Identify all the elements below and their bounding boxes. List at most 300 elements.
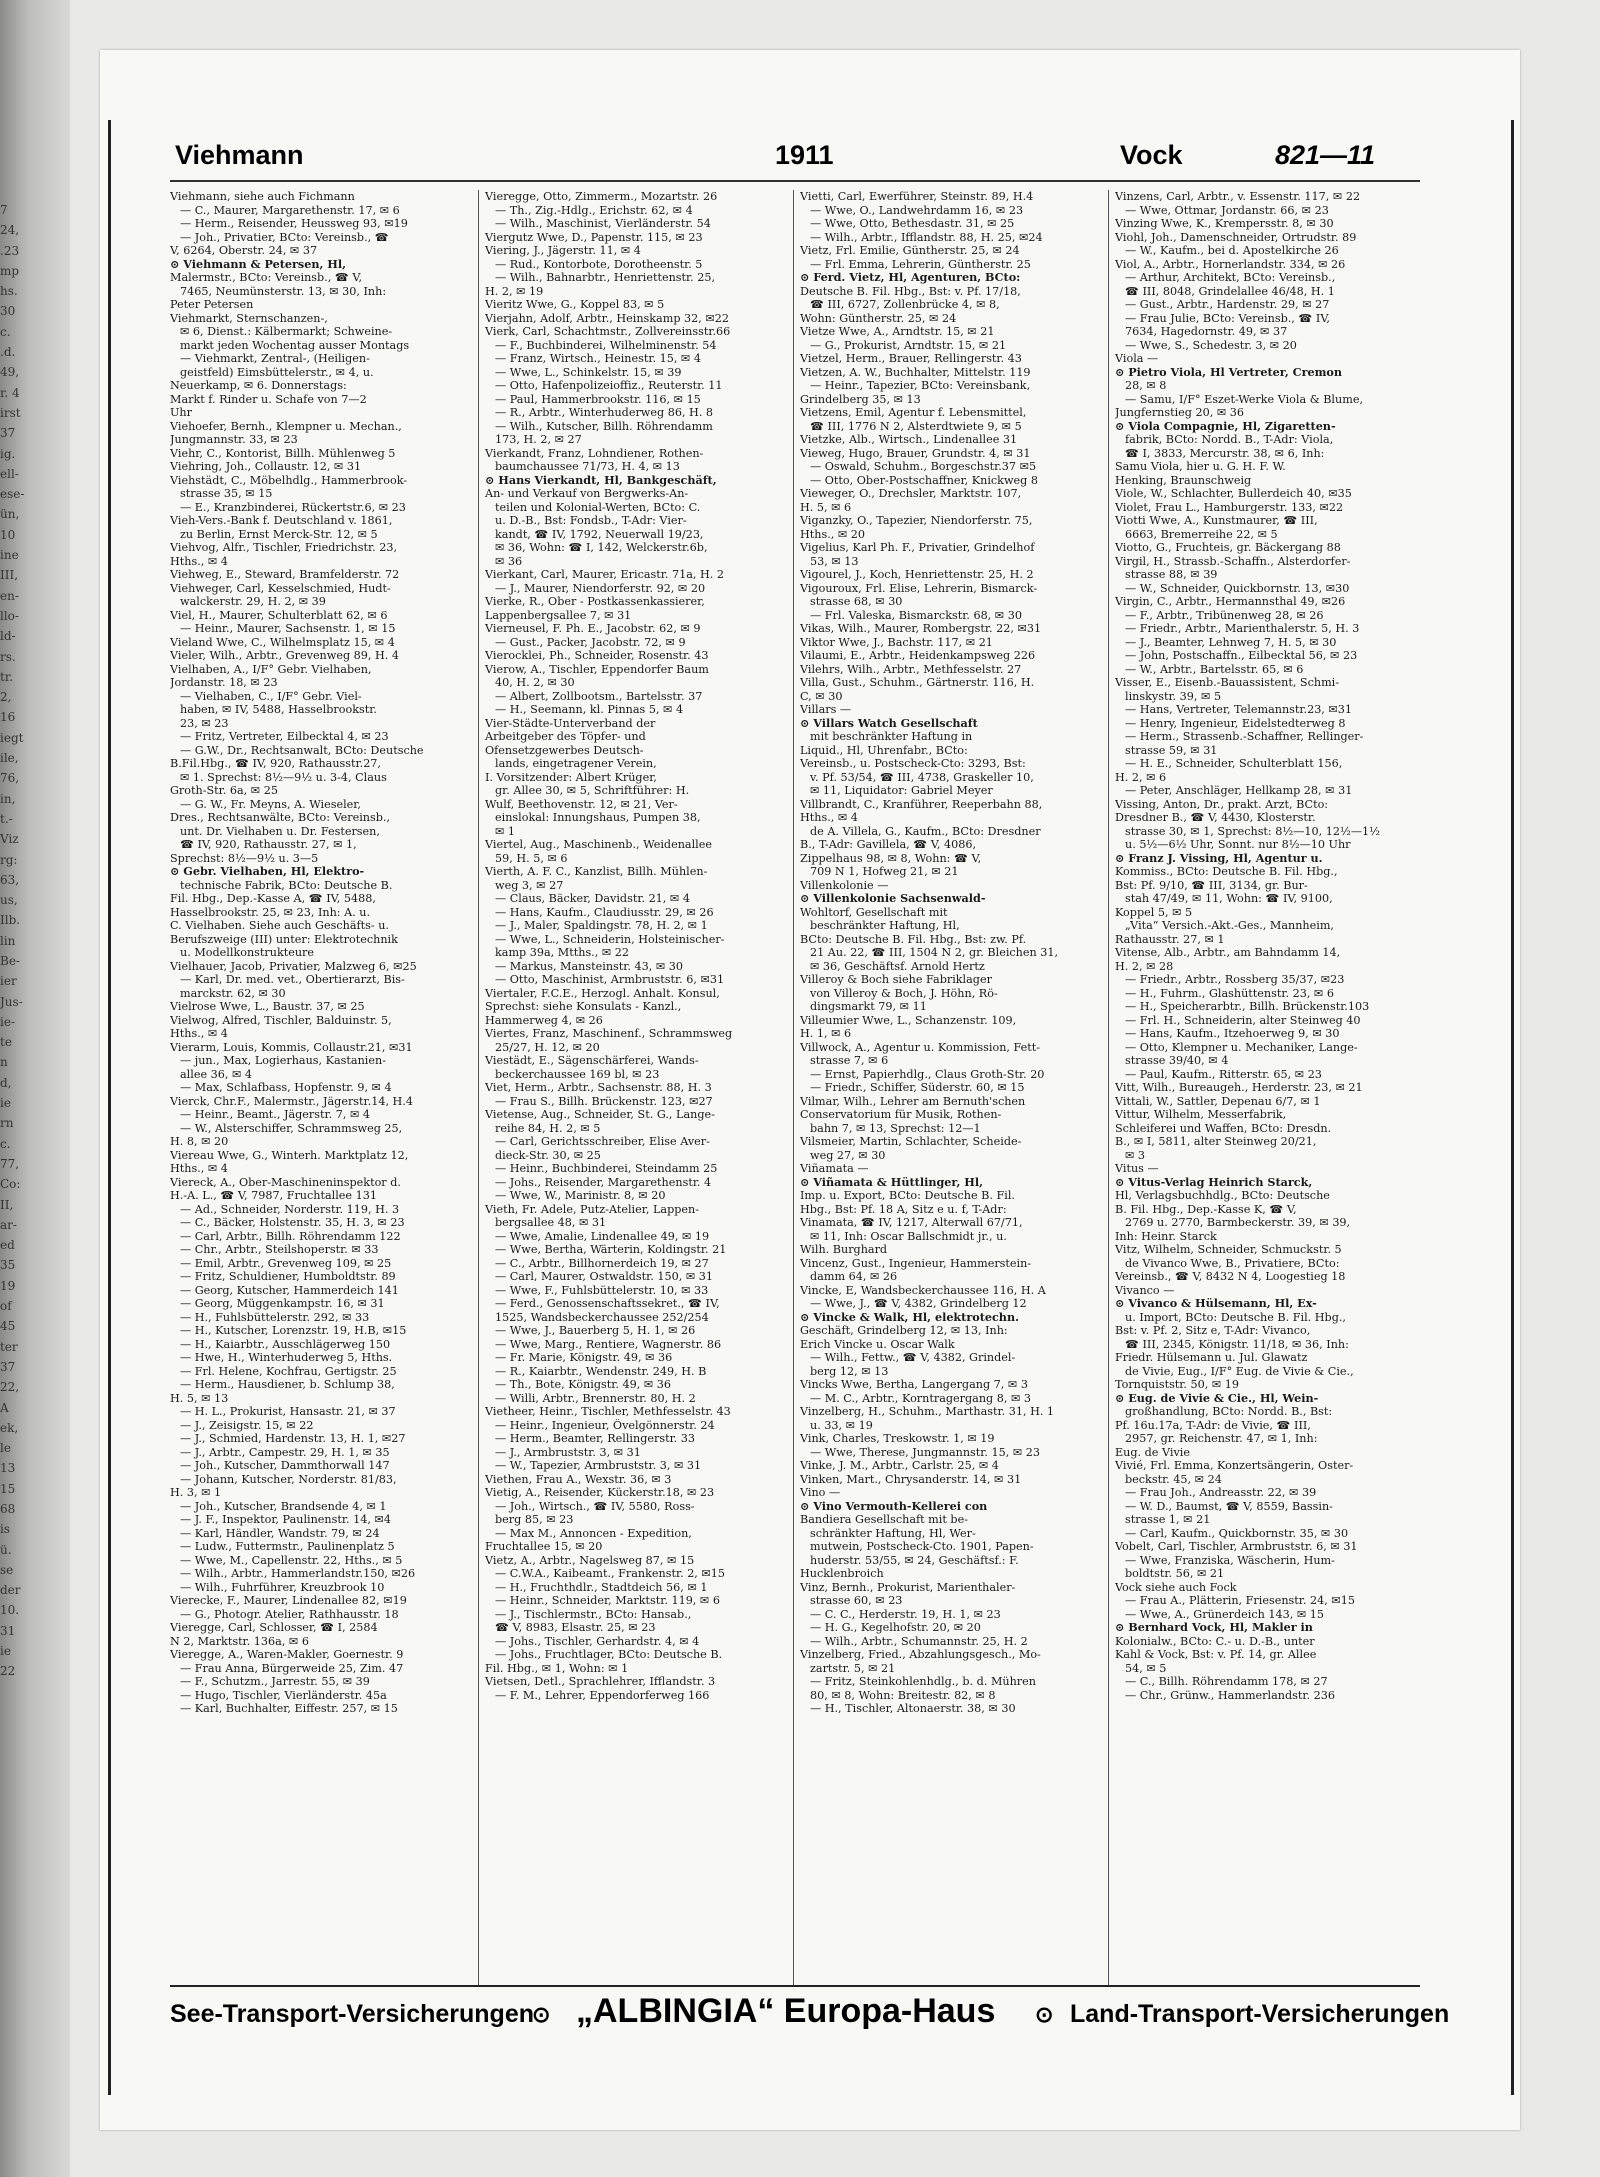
directory-line: Viohl, Joh., Damenschneider, Ortrudstr. 89 — [1115, 230, 1357, 244]
directory-line: H. 5, ✉ 13 — [170, 1391, 229, 1405]
directory-line: — Wwe, J., Bauerberg 5, H. 1, ✉ 26 — [495, 1324, 696, 1337]
facing-page-fragment: 35 — [0, 1258, 16, 1273]
directory-line: Vietz, A., Arbtr., Nagelsweg 87, ✉ 15 — [485, 1553, 695, 1567]
directory-line: Hucklenbroich — [800, 1567, 884, 1580]
directory-line: — Arthur, Architekt, BCto: Vereinsb., — [1125, 271, 1336, 284]
directory-line: Visser, E., Eisenb.-Bauassistent, Schmi- — [1115, 676, 1340, 689]
directory-line: — Heinr., Tapezier, BCto: Vereinsbank, — [810, 379, 1031, 392]
directory-line: — Wwe, A., Grünerdeich 143, ✉ 15 — [1125, 1607, 1324, 1621]
directory-line: Wilh. Burghard — [800, 1243, 888, 1256]
page-header — [70, 140, 1430, 180]
directory-line: Vierow, A., Tischler, Eppendorfer Baum — [485, 662, 709, 676]
facing-page-fragment: ie- — [0, 1014, 15, 1029]
directory-line: Viol, A., Arbtr., Hornerlandstr. 334, ✉ 26 — [1115, 257, 1346, 271]
directory-line: u. D.-B., Bst: Fondsb., T-Adr: Vier- — [495, 514, 687, 527]
directory-line: — Ludw., Futtermstr., Paulinenplatz 5 — [180, 1540, 395, 1553]
directory-line: ☎ I, 3833, Mercurstr. 38, ✉ 6, Inh: — [1125, 446, 1325, 460]
directory-line: Vivanco — — [1115, 1283, 1175, 1297]
directory-line: — J., Arbtr., Campestr. 29, H. 1, ✉ 35 — [180, 1445, 390, 1459]
directory-line: — Wilh., Bahnarbtr., Henriettenstr. 25, — [495, 271, 716, 284]
facing-page-fragment: t.- — [0, 811, 13, 826]
directory-line: — Hans, Vertreter, Telemannstr.23, ✉31 — [1125, 703, 1353, 716]
facing-page-fragment: ld- — [0, 629, 16, 644]
facing-page-fragment: llo- — [0, 608, 19, 623]
directory-line: Vissing, Anton, Dr., prakt. Arzt, BCto: — [1115, 797, 1329, 811]
directory-line: — Wwe, Amalie, Lindenallee 49, ✉ 19 — [495, 1229, 710, 1243]
directory-line: Viganzky, O., Tapezier, Niendorferstr. 75, — [800, 514, 1033, 527]
directory-line: — Frl. Helene, Kochfrau, Gertigstr. 25 — [180, 1364, 397, 1378]
directory-line: Koppel 5, ✉ 5 — [1115, 905, 1193, 919]
directory-line: Vietzke, Alb., Wirtsch., Lindenallee 31 — [800, 433, 1018, 446]
column-2 — [485, 190, 785, 1985]
directory-line: u. 5½—6½ Uhr, Sonnt. nur 8½—10 Uhr — [1125, 838, 1351, 851]
directory-line: — Joh., Wirtsch., ☎ IV, 5580, Ross- — [495, 1499, 695, 1513]
facing-page-fragment: ü. — [0, 1542, 12, 1557]
facing-page-fragment: rn — [0, 1116, 14, 1131]
directory-line: Peter Petersen — [170, 298, 254, 311]
directory-line: — Otto, Ober-Postschaffner, Knickweg 8 — [810, 473, 1038, 487]
advertisement-footer — [170, 1992, 1450, 2040]
facing-page-fragment: 49, — [0, 365, 20, 380]
directory-line: ☎ III, 2345, Königstr. 11/18, ✉ 36, Inh: — [1125, 1337, 1349, 1351]
directory-line: großhandlung, BCto: Nordd. B., Bst: — [1125, 1405, 1333, 1418]
directory-line: strasse 68, ✉ 30 — [810, 595, 903, 608]
facing-page-fragment: 22 — [0, 1664, 16, 1679]
facing-page-fragment: ed — [0, 1238, 15, 1253]
directory-line: — Gust., Arbtr., Hardenstr. 29, ✉ 27 — [1125, 298, 1330, 311]
directory-line: Vieland Wwe, C., Wilhelmsplatz 15, ✉ 4 — [170, 635, 395, 649]
directory-line: — Wwe, S., Schedestr. 3, ✉ 20 — [1125, 338, 1297, 352]
directory-line: strasse 60, ✉ 23 — [810, 1594, 903, 1607]
directory-line: Villars — — [800, 703, 852, 716]
directory-line: Wohn: Güntherstr. 25, ✉ 24 — [800, 311, 957, 325]
directory-line: Kolonialw., BCto: C.- u. D.-B., unter — [1115, 1634, 1315, 1648]
directory-line: Sprechst: 8½—9½ u. 3—5 — [170, 851, 319, 865]
directory-line: Vierth, A. F. C., Kanzlist, Billh. Mühlen- — [485, 865, 708, 878]
directory-line: Pf. 16u.17a, T-Adr: de Vivie, ☎ III, — [1115, 1418, 1311, 1432]
directory-line: — G., Prokurist, Arndtstr. 15, ✉ 21 — [810, 338, 1007, 352]
directory-line: — H., Kutscher, Lorenzstr. 19, H.B, ✉15 — [180, 1324, 407, 1337]
facing-page-fragment: n — [0, 1055, 8, 1070]
directory-line: Viergutz Wwe, D., Papenstr. 115, ✉ 23 — [485, 230, 703, 244]
directory-line: geistfeld) Eimsbüttelerstr., ✉ 4, u. — [180, 365, 374, 379]
directory-line: — Karl, Dr. med. vet., Obertierarzt, Bis- — [180, 973, 405, 986]
directory-line: 6663, Bremerreihe 22, ✉ 5 — [1125, 527, 1278, 541]
facing-page-fragment: ier — [0, 974, 17, 989]
directory-line: ✉ 11, Inh: Oscar Ballschmidt jr., u. — [810, 1229, 1007, 1243]
directory-line: Vilsmeier, Martin, Schlachter, Scheide- — [800, 1135, 1022, 1148]
directory-line: — Albert, Zollbootsm., Bartelsstr. 37 — [495, 689, 703, 703]
directory-line: ✉ 3 — [1125, 1148, 1146, 1162]
directory-line: Vilaumi, E., Arbtr., Heidenkampsweg 226 — [800, 649, 1036, 662]
facing-page-fragment: 31 — [0, 1623, 16, 1638]
directory-line: Fruchtallee 15, ✉ 20 — [485, 1540, 603, 1553]
directory-line: weg 3, ✉ 27 — [495, 878, 564, 892]
directory-line: Vietti, Carl, Ewerführer, Steinstr. 89, H.4 — [800, 190, 1034, 203]
directory-line: — Wwe, Otto, Bethesdastr. 31, ✉ 25 — [810, 217, 1015, 230]
directory-line: Samu Viola, hier u. G. H. F. W. — [1115, 460, 1286, 473]
directory-line: ☎ III, 8048, Grindelallee 46/48, H. 1 — [1125, 284, 1335, 298]
directory-line: — Wwe, Ottmar, Jordanstr. 66, ✉ 23 — [1125, 203, 1329, 217]
directory-line: BCto: Deutsche B. Fil. Hbg., Bst: zw. Pf. — [800, 932, 1027, 946]
directory-line: — Wwe, M., Capellenstr. 22, Hths., ✉ 5 — [180, 1553, 403, 1567]
facing-page-fragment: c. — [0, 1136, 11, 1151]
directory-line: — Gust., Packer, Jacobstr. 72, ✉ 9 — [495, 635, 686, 649]
directory-line: beckerchaussee 169 bl, ✉ 23 — [495, 1067, 660, 1081]
directory-line: Jordanstr. 18, ✉ 23 — [170, 676, 278, 689]
directory-line: ⊙ Vino Vermouth-Kellerei con — [800, 1499, 988, 1513]
facing-page-fragment: Jus- — [0, 994, 23, 1009]
directory-line: Kahl & Vock, Bst: v. Pf. 14, gr. Allee — [1115, 1648, 1317, 1661]
directory-line: — W., Tapezier, Armbruststr. 3, ✉ 31 — [495, 1459, 702, 1472]
facing-page-fragment: ter — [0, 1339, 18, 1354]
directory-line: Imp. u. Export, BCto: Deutsche B. Fil. — [800, 1189, 1015, 1202]
directory-line: ✉ 36 — [495, 554, 523, 568]
directory-line: H. 1, ✉ 6 — [800, 1027, 852, 1040]
directory-line: Villeumier Wwe, L., Schanzenstr. 109, — [800, 1013, 1017, 1027]
directory-line: Neuerkamp, ✉ 6. Donnerstags: — [170, 379, 347, 392]
directory-line: — Carl, Arbtr., Billh. Röhrendamm 122 — [180, 1229, 401, 1243]
directory-line: — H., Fuhlsbüttelerstr. 292, ✉ 33 — [180, 1310, 370, 1324]
directory-line: haben, ✉ IV, 5488, Hasselbrookstr. — [180, 703, 377, 716]
directory-line: boldtstr. 56, ✉ 21 — [1125, 1567, 1225, 1580]
directory-line: ⊙ Viehmann & Petersen, Hl, — [170, 257, 346, 271]
directory-line: Vietheer, Heinr., Tischler, Methfesselstr. 43 — [485, 1405, 731, 1418]
directory-columns — [170, 190, 1420, 1985]
directory-line: Vilmar, Wilh., Lehrer am Bernuth'schen — [800, 1094, 1026, 1108]
directory-line: Vinz, Bernh., Prokurist, Marienthaler- — [800, 1580, 1016, 1594]
directory-line: — Wwe, Marg., Rentiere, Wagnerstr. 86 — [495, 1337, 722, 1351]
directory-line: Vietzens, Emil, Agentur f. Lebensmittel, — [800, 406, 1027, 419]
directory-line: — Emil, Arbtr., Grevenweg 109, ✉ 25 — [180, 1256, 392, 1270]
facing-page-fragment: 10. — [0, 1603, 20, 1618]
directory-line: Vinzelberg, Fried., Abzahlungsgesch., Mo- — [800, 1648, 1041, 1661]
column-3 — [800, 190, 1100, 1985]
directory-line: Viestädt, E., Sägenschärferei, Wands- — [485, 1054, 699, 1067]
directory-line: — Fritz, Vertreter, Eilbecktal 4, ✉ 23 — [180, 730, 389, 743]
directory-line: ⊙ Pietro Viola, Hl Vertreter, Cremon — [1115, 365, 1343, 379]
facing-page-edge-text — [0, 200, 28, 2060]
directory-line: ☎ III, 6727, Zollenbrücke 4, ✉ 8, — [810, 298, 1000, 311]
directory-line: 709 N 1, Hofweg 21, ✉ 21 — [810, 865, 959, 878]
directory-line: — Heinr., Schneider, Marktstr. 119, ✉ 6 — [495, 1594, 720, 1607]
directory-line: Viertel, Aug., Maschinenb., Weidenallee — [485, 838, 712, 851]
directory-line: Vierk, Carl, Schachtmstr., Zollvereinsstr.66 — [485, 325, 731, 338]
directory-line: Villbrandt, C., Kranführer, Reeperbahn 88, — [800, 797, 1043, 811]
directory-line: Vinken, Mart., Chrysanderstr. 14, ✉ 31 — [800, 1472, 1022, 1486]
directory-line: Viereck, A., Ober-Maschineninspektor d. — [170, 1175, 401, 1189]
footer-left-text: See-Transport-Versicherungen — [170, 2000, 535, 2028]
directory-line: — Max, Schlafbass, Hopfenstr. 9, ✉ 4 — [180, 1081, 392, 1094]
directory-line: — Carl, Gerichtsschreiber, Elise Aver- — [495, 1135, 710, 1148]
directory-line: — F. M., Lehrer, Eppendorferweg 166 — [495, 1688, 710, 1702]
directory-line: C. Vielhaben. Siehe auch Geschäfts- u. — [170, 919, 389, 932]
directory-line: Vino — — [800, 1486, 841, 1499]
facing-page-fragment: r. 4 — [0, 385, 20, 400]
directory-line: Viering, J., Jägerstr. 11, ✉ 4 — [485, 244, 641, 257]
directory-line: Berufszweige (III) unter: Elektrotechnik — [170, 932, 398, 946]
directory-line: Vittur, Wilhelm, Messerfabrik, — [1115, 1108, 1287, 1121]
directory-line: Vock siehe auch Fock — [1115, 1580, 1237, 1594]
facing-page-fragment: 13 — [0, 1461, 16, 1476]
directory-line: dingsmarkt 79, ✉ 11 — [810, 1000, 927, 1013]
directory-line: C, ✉ 30 — [800, 689, 843, 703]
directory-line: Viotti Wwe, A., Kunstmaurer, ☎ III, — [1115, 514, 1318, 527]
directory-line: Viertes, Franz, Maschinenf., Schrammsweg — [485, 1027, 733, 1040]
directory-line: Vieweger, O., Drechsler, Marktstr. 107, — [800, 487, 1022, 500]
directory-line: Jungmannstr. 33, ✉ 23 — [170, 433, 298, 446]
directory-line: — Wwe, L., Schinkelstr. 15, ✉ 39 — [495, 365, 682, 379]
directory-line: 80, ✉ 8, Wohn: Breitestr. 82, ✉ 8 — [810, 1688, 996, 1702]
directory-line: strasse 88, ✉ 39 — [1125, 568, 1218, 581]
directory-line: — Frau S., Billh. Brückenstr. 123, ✉27 — [495, 1094, 713, 1108]
facing-page-fragment: 15 — [0, 1481, 16, 1496]
directory-line: — Georg, Kutscher, Hammerdeich 141 — [180, 1283, 399, 1297]
directory-line: Viehweg, E., Steward, Bramfelderstr. 72 — [170, 568, 400, 581]
directory-line: Vieweg, Hugo, Brauer, Grundstr. 4, ✉ 31 — [800, 446, 1031, 460]
directory-line: — Otto, Maschinist, Armbruststr. 6, ✉31 — [495, 973, 725, 986]
directory-line: Villenkolonie — — [800, 878, 889, 892]
facing-page-fragment: ine — [0, 548, 19, 563]
facing-page-fragment: 68 — [0, 1502, 16, 1516]
directory-line: — Max M., Annoncen - Expedition, — [495, 1526, 692, 1540]
directory-line: Vierke, R., Ober - Postkassenkassierer, — [485, 595, 705, 608]
directory-line: — Heinr., Buchbinderei, Steindamm 25 — [495, 1162, 718, 1175]
directory-line: Hl, Verlagsbuchhdlg., BCto: Deutsche — [1115, 1189, 1330, 1202]
directory-line: Wohltorf, Gesellschaft mit — [800, 905, 948, 919]
directory-line: Viehr, C., Kontorist, Billh. Mühlenweg 5 — [170, 446, 396, 460]
directory-line: kamp 39a, Mtths., ✉ 22 — [495, 946, 630, 959]
directory-line: — Johs., Reisender, Margarethenstr. 4 — [495, 1175, 712, 1189]
directory-line: Hths., ✉ 4 — [170, 1027, 228, 1040]
directory-line: — Ernst, Papierhdlg., Claus Groth-Str. 20 — [810, 1067, 1045, 1081]
directory-line: Vittali, W., Sattler, Depenau 6/7, ✉ 1 — [1115, 1094, 1321, 1108]
directory-line: markt jeden Wochentag ausser Montags — [180, 338, 410, 352]
facing-page-fragment: 10 — [0, 527, 16, 542]
directory-line: Vierocklei, Ph., Schneider, Rosenstr. 43 — [485, 649, 709, 662]
directory-line: An- und Verkauf von Bergwerks-An- — [485, 487, 689, 500]
directory-line: — Ferd., Genossenschaftssekret., ☎ IV, — [495, 1297, 720, 1310]
facing-page-fragment: ell- — [0, 466, 19, 481]
facing-page-fragment: II, — [0, 1197, 14, 1212]
directory-line: Hths., ✉ 20 — [800, 527, 866, 541]
directory-line: — Rud., Kontorbote, Dorotheenstr. 5 — [495, 257, 703, 271]
directory-line: — Karl, Buchhalter, Eiffestr. 257, ✉ 15 — [180, 1702, 398, 1715]
directory-line: — Wilh., Maschinist, Vierländerstr. 54 — [495, 217, 711, 230]
directory-line: allee 36, ✉ 4 — [180, 1067, 253, 1081]
directory-line: Vincks Wwe, Bertha, Langergang 7, ✉ 3 — [800, 1378, 1028, 1391]
directory-line: Virgil, H., Strassb.-Schaffn., Alsterdorfer- — [1115, 554, 1351, 568]
facing-page-fragment: rs. — [0, 649, 16, 664]
directory-line: u. 33, ✉ 19 — [810, 1418, 873, 1432]
directory-line: ⊙ Vivanco & Hülsemann, Hl, Ex- — [1115, 1297, 1317, 1310]
facing-page-fragment: d, — [0, 1075, 12, 1090]
directory-line: Vietze Wwe, A., Arndtstr. 15, ✉ 21 — [800, 325, 995, 338]
directory-line: — J., Maler, Spaldingstr. 78, H. 2, ✉ 1 — [495, 919, 708, 932]
directory-line: Inh: Heinr. Starck — [1115, 1229, 1217, 1243]
directory-line: Vieth, Fr. Adele, Putz-Atelier, Lappen- — [485, 1202, 699, 1216]
directory-line: Vietense, Aug., Schneider, St. G., Lange- — [485, 1108, 715, 1121]
column-1 — [170, 190, 470, 1985]
footer-rule — [170, 1985, 1420, 1987]
directory-line: — J., Armbruststr. 3, ✉ 31 — [495, 1445, 641, 1459]
directory-line: 28, ✉ 8 — [1125, 379, 1167, 392]
directory-line: Vieregge, Carl, Schlosser, ☎ I, 2584 — [170, 1621, 378, 1634]
directory-line: Vielhaben, A., I/F° Gebr. Vielhaben, — [170, 662, 372, 676]
directory-line: — Fritz, Steinkohlenhdlg., b. d. Mühren — [810, 1675, 1036, 1688]
directory-line: Viethen, Frau A., Wexstr. 36, ✉ 3 — [485, 1472, 672, 1486]
directory-line: Vietz, Frl. Emilie, Güntherstr. 25, ✉ 24 — [800, 244, 1020, 257]
directory-line: ☎ III, 1776 N 2, Alsterdtwiete 9, ✉ 5 — [810, 419, 1022, 433]
facing-page-fragment: 2, — [0, 690, 12, 705]
directory-line: mit beschränkter Haftung in — [810, 730, 973, 743]
directory-line: ⊙ Bernhard Vock, Hl, Makler in — [1115, 1621, 1313, 1634]
facing-page-fragment: 22, — [0, 1380, 20, 1395]
directory-line: Viktor Wwe, J., Bachstr. 117, ✉ 21 — [800, 635, 993, 649]
directory-line: — Wwe, L., Schneiderin, Holsteinischer- — [495, 932, 725, 946]
directory-line: ✉ 36, Wohn: ☎ I, 142, Welckerstr.6b, — [495, 541, 708, 554]
directory-line: zartstr. 5, ✉ 21 — [810, 1661, 896, 1675]
directory-line: Vieritz Wwe, G., Koppel 83, ✉ 5 — [485, 298, 665, 311]
directory-line: strasse 30, ✉ 1, Sprechst: 8½—10, 12½—1½ — [1125, 824, 1380, 838]
directory-line: — Hans, Kaufm., Claudiusstr. 29, ✉ 26 — [495, 905, 714, 919]
directory-line: — Carl, Kaufm., Quickbornstr. 35, ✉ 30 — [1125, 1526, 1349, 1540]
directory-line: Vierck, Chr.F., Malermstr., Jägerstr.14, H.4 — [170, 1094, 413, 1108]
directory-line: — Wilh., Arbtr., Schumannstr. 25, H. 2 — [810, 1634, 1028, 1648]
directory-line: — E., Kranzbinderei, Rückertstr.6, ✉ 23 — [180, 500, 406, 514]
directory-line: technische Fabrik, BCto: Deutsche B. — [180, 878, 393, 892]
directory-line: Vielhauer, Jacob, Privatier, Malzweg 6, ✉25 — [170, 959, 417, 973]
directory-line: dieck-Str. 30, ✉ 25 — [495, 1148, 601, 1162]
directory-line: 1525, Wandsbeckerchaussee 252/254 — [495, 1310, 709, 1324]
directory-line: strasse 1, ✉ 21 — [1125, 1513, 1211, 1526]
directory-line: lands, eingetragener Verein, — [495, 757, 657, 770]
directory-line: beckstr. 45, ✉ 24 — [1125, 1472, 1222, 1486]
directory-line: Vierarm, Louis, Kommis, Collaustr.21, ✉31 — [170, 1040, 413, 1054]
directory-line: v. Pf. 53/54, ☎ III, 4738, Graskeller 10, — [810, 770, 1034, 784]
directory-line: fabrik, BCto: Nordd. B., T-Adr: Viola, — [1125, 433, 1334, 446]
directory-line: — Joh., Kutscher, Dammthorwall 147 — [180, 1459, 390, 1472]
directory-line: zu Berlin, Ernst Merck-Str. 12, ✉ 5 — [180, 527, 378, 541]
directory-line: — C., Bäcker, Holstenstr. 35, H. 3, ✉ 23 — [180, 1216, 405, 1229]
directory-line: H.-A. L., ☎ V, 7987, Fruchtallee 131 — [170, 1189, 377, 1202]
directory-line: — Fr. Marie, Königstr. 49, ✉ 36 — [495, 1351, 673, 1364]
directory-line: strasse 35, ✉ 15 — [180, 487, 273, 500]
directory-line: Vitense, Alb., Arbtr., am Bahndamm 14, — [1115, 946, 1341, 959]
facing-page-fragment: 37 — [0, 426, 16, 441]
directory-line: Vereinsb., ☎ V, 8432 N 4, Loogestieg 18 — [1115, 1270, 1346, 1283]
directory-line: — H., Fuhrm., Glashüttenstr. 23, ✉ 6 — [1125, 986, 1334, 1000]
directory-line: — W., Schneider, Quickbornstr. 13, ✉30 — [1125, 581, 1350, 595]
directory-line: Vier-Städte-Unterverband der — [485, 716, 656, 730]
directory-line: — Vielhaben, C., I/F° Gebr. Viel- — [180, 689, 362, 703]
directory-line: H. 3, ✉ 1 — [170, 1486, 222, 1499]
directory-line: — W., Alsterschiffer, Schrammsweg 25, — [180, 1121, 403, 1135]
directory-line: walckerstr. 29, H. 2, ✉ 39 — [180, 595, 326, 608]
directory-line: Viehoefer, Bernh., Klempner u. Mechan., — [170, 419, 402, 433]
directory-line: 23, ✉ 23 — [180, 716, 229, 730]
facing-page-fragment: en- — [0, 588, 19, 603]
facing-page-fragment: iegt — [0, 730, 24, 745]
directory-line: Vieh-Vers.-Bank f. Deutschland v. 1861, — [170, 514, 393, 527]
directory-line: Dresdner B., ☎ V, 4430, Klosterstr. — [1115, 811, 1316, 824]
directory-line: Vereinsb., u. Postscheck-Cto: 3293, Bst: — [800, 757, 1026, 770]
directory-line: Vierneusel, F. Ph. E., Jacobstr. 62, ✉ 9 — [485, 622, 701, 635]
directory-line: linskystr. 39, ✉ 5 — [1125, 689, 1222, 703]
directory-line: — Hugo, Tischler, Vierländerstr. 45a — [180, 1688, 387, 1702]
directory-line: Grindelberg 35, ✉ 13 — [800, 392, 921, 406]
directory-line: Vinzens, Carl, Arbtr., v. Essenstr. 117, ✉ 22 — [1115, 190, 1361, 203]
directory-line: — Wwe, Franziska, Wäscherin, Hum- — [1125, 1553, 1335, 1567]
facing-page-fragment: .23 — [0, 243, 20, 258]
facing-page-fragment: lin — [0, 933, 16, 948]
directory-line: Lappenbergsallee 7, ✉ 31 — [485, 608, 632, 622]
directory-line: H. 2, ✉ 28 — [1115, 959, 1174, 973]
directory-line: B., T-Adr: Gavillela, ☎ V, 4086, — [800, 838, 976, 851]
directory-line: Hasselbrookstr. 25, ✉ 23, Inh: A. u. — [170, 905, 371, 919]
directory-line: ✉ 1. Sprechst: 8½—9½ u. 3-4, Claus — [180, 770, 387, 784]
directory-line: — Georg, Müggenkampstr. 16, ✉ 31 — [180, 1297, 385, 1310]
directory-line: ⊙ Gebr. Vielhaben, Hl, Elektro- — [170, 865, 365, 878]
directory-line: Vobelt, Carl, Tischler, Armbruststr. 6, ✉ 31 — [1115, 1540, 1358, 1553]
directory-line: Dres., Rechtsanwälte, BCto: Vereinsb., — [170, 811, 391, 824]
column-divider — [478, 190, 479, 1985]
directory-line: Sprechst: siehe Konsulats - Kanzl., — [485, 1000, 682, 1013]
facing-page-fragment: der — [0, 1583, 21, 1598]
directory-line: Vinamata, ☎ IV, 1217, Alterwall 67/71, — [800, 1216, 1023, 1229]
directory-line: 2957, gr. Reichenstr. 47, ✉ 1, Inh: — [1125, 1432, 1318, 1445]
directory-line: — Herm., Beamter, Rellingerstr. 33 — [495, 1432, 696, 1445]
directory-line: — H., Speicherarbtr., Billh. Brückenstr.103 — [1125, 1000, 1370, 1013]
directory-line: u. Modellkonstrukteure — [180, 946, 315, 959]
directory-line: — Peter, Anschläger, Hellkamp 28, ✉ 31 — [1125, 784, 1353, 797]
facing-page-fragment: ese- — [0, 487, 25, 502]
directory-line: Rathausstr. 27, ✉ 1 — [1115, 932, 1225, 946]
directory-line: — Viehmarkt, Zentral-, (Heiligen- — [180, 352, 370, 365]
directory-line: beschränkter Haftung, Hl, — [810, 919, 960, 932]
directory-line: ✉ 36, Geschäftsf. Arnold Hertz — [810, 959, 985, 973]
facing-page-fragment: 16 — [0, 710, 16, 725]
directory-line: Viehmann, siehe auch Fichmann — [170, 190, 355, 203]
directory-line: Geschäft, Grindelberg 12, ✉ 13, Inh: — [800, 1324, 1008, 1337]
directory-line: — Carl, Maurer, Ostwaldstr. 150, ✉ 31 — [495, 1270, 714, 1283]
facing-page-fragment: 77, — [0, 1156, 20, 1171]
directory-line: Liquid., Hl, Uhrenfabr., BCto: — [800, 743, 968, 757]
directory-line: V, 6264, Oberstr. 24, ✉ 37 — [170, 244, 318, 257]
footer-bullet: ⊙ — [532, 2002, 551, 2027]
directory-line: — G. W., Fr. Meyns, A. Wieseler, — [180, 797, 361, 811]
directory-line: Virgin, C., Arbtr., Hermannsthal 49, ✉26 — [1115, 595, 1346, 608]
directory-line: Vieregge, A., Waren-Makler, Goernestr. 9 — [170, 1648, 404, 1661]
directory-line: ✉ 6, Dienst.: Kälbermarkt; Schweine- — [180, 325, 393, 338]
directory-line: Vikas, Wilh., Maurer, Rombergstr. 22, ✉31 — [800, 622, 1042, 635]
directory-line: de Vivanco Wwe, B., Privatiere, BCto: — [1125, 1256, 1340, 1270]
directory-line: Villeroy & Boch siehe Fabriklager — [800, 973, 992, 986]
directory-line: Viet, Herm., Arbtr., Sachsenstr. 88, H. 3 — [485, 1081, 712, 1094]
header-first-entry: Viehmann — [175, 140, 304, 170]
directory-line: huderstr. 53/55, ✉ 24, Geschäftsf.: F. — [810, 1553, 1019, 1567]
directory-line: Vierjahn, Adolf, Arbtr., Heinskamp 32, ✉22 — [485, 311, 730, 325]
facing-page-fragment: ile, — [0, 751, 19, 766]
directory-line: — C., Arbtr., Billhornerdeich 19, ✉ 27 — [495, 1256, 709, 1270]
facing-page-fragment: Be- — [0, 953, 20, 968]
directory-line: strasse 39/40, ✉ 4 — [1125, 1054, 1229, 1067]
directory-line: — John, Postschaffn., Eilbecktal 56, ✉ 23 — [1125, 649, 1358, 662]
directory-line: Vinzelberg, H., Schuhm., Marthastr. 31, H. 1 — [800, 1405, 1055, 1418]
directory-line: einslokal: Innungshaus, Pumpen 38, — [495, 811, 701, 824]
facing-page-fragment: tr. — [0, 669, 14, 684]
directory-line: gr. Allee 30, ✉ 5, Schriftführer: H. — [495, 784, 690, 797]
